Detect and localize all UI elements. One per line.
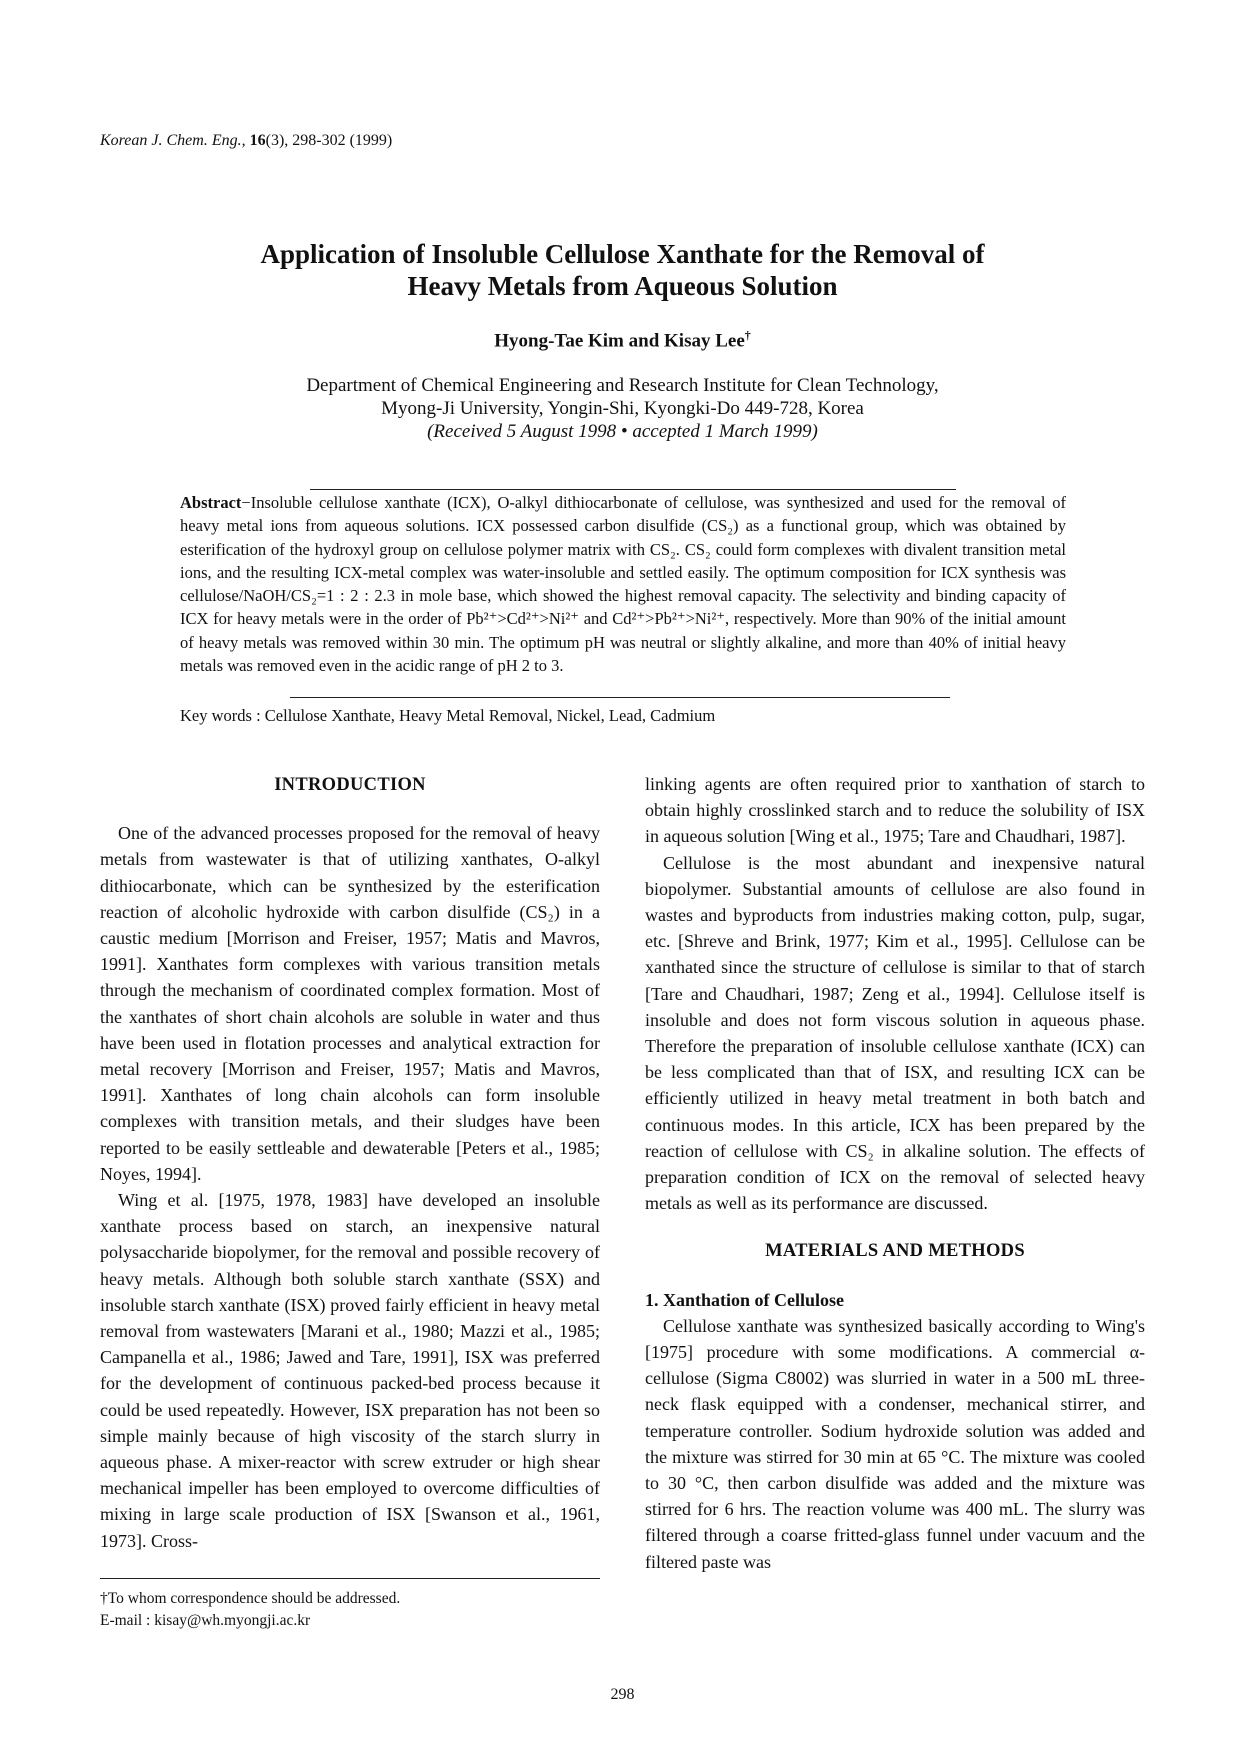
paper-title bbox=[150, 238, 1095, 302]
footnote-rule bbox=[100, 1578, 600, 1579]
left-column bbox=[100, 772, 600, 1554]
section-heading-introduction: INTRODUCTION bbox=[274, 775, 426, 795]
journal-volume: 16 bbox=[249, 132, 266, 149]
journal-citation bbox=[100, 132, 392, 150]
footnote-correspondence: †To whom correspondence should be addressed. bbox=[100, 1590, 401, 1607]
title-line-1: Application of Insoluble Cellulose Xanthate for the Removal of bbox=[260, 239, 985, 269]
abstract bbox=[180, 491, 1066, 677]
received-dates: (Received 5 August 1998 • accepted 1 March 1999) bbox=[427, 421, 818, 442]
paragraph: Cellulose is the most abundant and inexpensive natural biopolymer. Substantial amounts of cellulose are also found in wastes and byproducts from industries making cotton, pulp, sugar, etc. [Shreve and Brink, 1977; Kim et al., 1995]. Cellulose can be xanthated since the structure of cellulose is similar to that of starch [Tare and Chaudhari, 1987; Zeng et al., 1994]. Cellulose itself is insoluble and does not form viscous solution in aqueous phase. Therefore the preparation of insoluble cellulose xanthate (ICX) can be less complicated than that of ISX, and resulting ICX can be efficiently utilized in heavy metal treatment in both batch and continuous modes. In this article, ICX has been prepared by the reaction of cellulose with CS₂ in alkaline solution. The effects of preparation condition of ICX on the removal of selected heavy metals as well as its performance are discussed. bbox=[645, 852, 1145, 1214]
corresponding-author-mark: † bbox=[744, 328, 751, 342]
footnote-email: E-mail : kisay@wh.myongji.ac.kr bbox=[100, 1612, 311, 1629]
journal-name: Korean J. Chem. Eng., bbox=[100, 132, 246, 149]
abstract-label: Abstract bbox=[180, 493, 242, 512]
subsection-heading: 1. Xanthation of Cellulose bbox=[645, 1289, 845, 1310]
right-column bbox=[645, 771, 1145, 1575]
paragraph: linking agents are often required prior to xanthation of starch to obtain highly crosslinked starch and to reduce the solubility of ISX in aqueous solution [Wing et al., 1975; Tare and Chaudhari, 1987]. bbox=[645, 774, 1145, 847]
authors: Hyong-Tae Kim and Kisay Lee bbox=[494, 330, 745, 352]
journal-issue-pages: (3), 298-302 (1999) bbox=[265, 132, 393, 149]
author-line bbox=[150, 328, 1095, 352]
affiliation bbox=[150, 374, 1095, 443]
keywords: Key words : Cellulose Xanthate, Heavy Metal Removal, Nickel, Lead, Cadmium bbox=[180, 706, 716, 725]
affiliation-line-1: Department of Chemical Engineering and Research Institute for Clean Technology, bbox=[306, 375, 939, 396]
footnote bbox=[100, 1588, 600, 1632]
page-number: 298 bbox=[610, 1686, 635, 1703]
paragraph: One of the advanced processes proposed for the removal of heavy metals from wastewater is that of utilizing xanthates, O-alkyl dithiocarbonate, which can be synthesized by the esterification reaction of alcoholic hydroxide with carbon disulfide (CS₂) in a caustic medium [Morrison and Freiser, 1957; Matis and Mavros, 1991]. Xanthates form complexes with various transition metals through the mechanism of coordinated complex formation. Most of the xanthates of short chain alcohols are soluble in water and thus have been used in flotation processes and analytical extraction for metal recovery [Morrison and Freiser, 1957; Matis and Mavros, 1991]. Xanthates of long chain alcohols can form insoluble complexes with transition metals, and their sludges have been reported to be easily settleable and dewaterable [Peters et al., 1985; Noyes, 1994]. bbox=[100, 823, 600, 1184]
section-heading-materials-methods: MATERIALS AND METHODS bbox=[765, 1241, 1025, 1262]
paragraph: Wing et al. [1975, 1978, 1983] have developed an insoluble xanthate process based on starch, an inexpensive natural polysaccharide biopolymer, for the removal and possible recovery of heavy metals. Although both soluble starch xanthate (SSX) and insoluble starch xanthate (ISX) proved fairly efficient in heavy metal removal from wastewaters [Marani et al., 1980; Mazzi et al., 1985; Campanella et al., 1986; Jawed and Tare, 1991], ISX was preferred for the development of continuous packed-bed process because it could be used repeatedly. However, ISX preparation has not been so simple mainly because of high viscosity of the starch slurry in aqueous phase. A mixer-reactor with screw extruder or high shear mechanical impeller has been employed to overcome difficulties of mixing in large scale production of ISX [Swanson et al., 1961, 1973]. Cross- bbox=[100, 1190, 600, 1551]
abstract-top-rule bbox=[310, 489, 956, 490]
paragraph: Cellulose xanthate was synthesized basically according to Wing's [1975] procedure with some modifications. A commercial α-cellulose (Sigma C8002) was slurried in water in a 500 mL three-neck flask equipped with a condenser, mechanical stirrer, and temperature controller. Sodium hydroxide solution was added and the mixture was stirred for 30 min at 65 °C. The mixture was cooled to 30 °C, then carbon disulfide was added and the mixture was stirred for 6 hrs. The reaction volume was 400 mL. The slurry was filtered through a coarse fritted-glass funnel under vacuum and the filtered paste was bbox=[645, 1315, 1145, 1572]
title-line-2: Heavy Metals from Aqueous Solution bbox=[407, 271, 838, 301]
abstract-text: −Insoluble cellulose xanthate (ICX), O-alkyl dithiocarbonate of cellulose, was synthesized and used for the removal of heavy metal ions from aqueous solutions. ICX possessed carbon disulfide (CS₂) as a functional group, which was obtained by esterification of the hydroxyl group on cellulose polymer matrix with CS₂. CS₂ could form complexes with divalent transition metal ions, and the resulting ICX-metal complex was water-insoluble and settled easily. The optimum composition for ICX synthesis was cellulose/NaOH/CS₂=1 : 2 : 2.3 in mole base, which showed the highest removal capacity. The selectivity and binding capacity of ICX for heavy metals were in the order of Pb²⁺>Cd²⁺>Ni²⁺ and Cd²⁺>Pb²⁺>Ni²⁺, respectively. More than 90% of the initial amount of heavy metals was removed within 30 min. The optimum pH was neutral or slightly alkaline, and more than 40% of initial heavy metals was removed even in the acidic range of pH 2 to 3. bbox=[180, 493, 1066, 676]
affiliation-line-2: Myong-Ji University, Yongin-Shi, Kyongki-Do 449-728, Korea bbox=[381, 398, 864, 419]
abstract-bottom-rule bbox=[290, 697, 950, 698]
